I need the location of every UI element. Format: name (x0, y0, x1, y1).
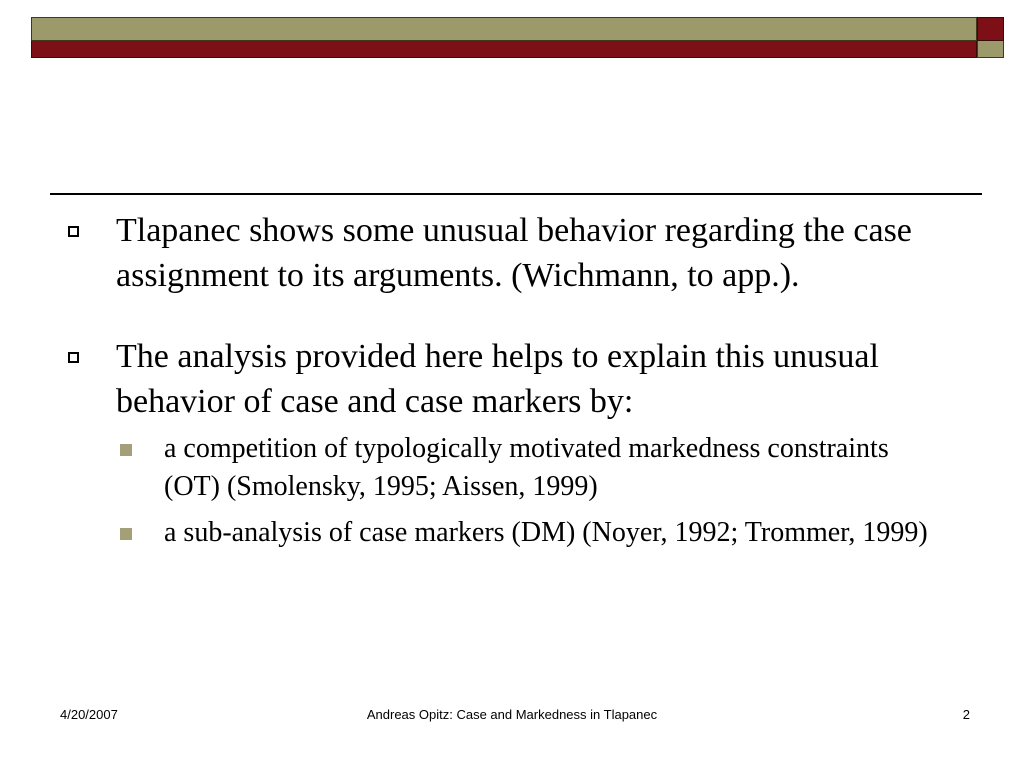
footer-title: Andreas Opitz: Case and Markedness in Tlapanec (366, 707, 658, 722)
footer-date: 4/20/2007 (60, 707, 118, 722)
banner-corner-maroon-block (977, 17, 1004, 41)
slide-body (60, 208, 940, 588)
bullet-text: Tlapanec shows some unusual behavior regarding the case assignment to its arguments. (Wichmann, to app.). (116, 212, 912, 294)
sub-bullet-text: a sub-analysis of case markers (DM) (Noyer, 1992; Trommer, 1999) (164, 517, 928, 548)
sub-bullet-item (116, 430, 940, 506)
hollow-square-icon (68, 352, 79, 363)
sub-bullet-list (116, 430, 940, 552)
bullet-item (60, 208, 940, 298)
title-divider (50, 193, 982, 195)
filled-square-icon (120, 444, 132, 456)
footer-page-number: 2 (962, 707, 970, 722)
banner-olive-stripe (31, 17, 977, 41)
bullet-text: The analysis provided here helps to explain this unusual behavior of case and case markers by: (116, 338, 879, 420)
banner-maroon-stripe (31, 41, 977, 58)
banner-corner-olive-block (977, 41, 1004, 58)
sub-bullet-item (116, 514, 940, 552)
filled-square-icon (120, 528, 132, 540)
sub-bullet-text: a competition of typologically motivated markedness constraints (OT) (Smolensky, 1995; Aissen, 1999) (164, 433, 889, 502)
hollow-square-icon (68, 226, 79, 237)
bullet-item (60, 334, 940, 552)
